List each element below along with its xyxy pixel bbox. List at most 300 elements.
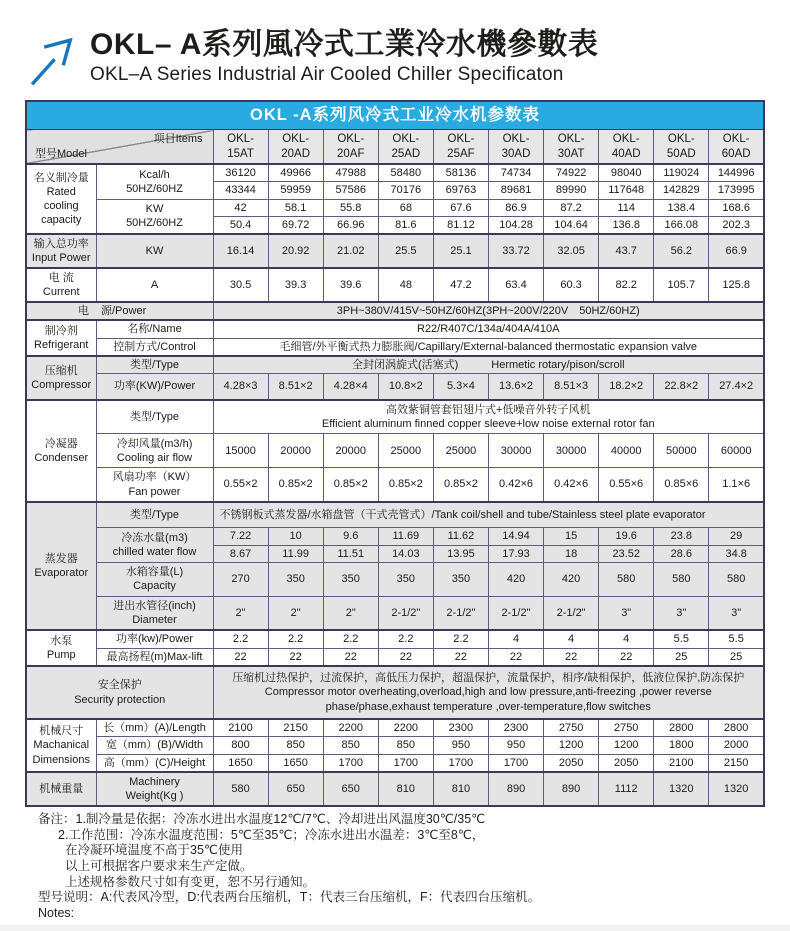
value-cell: 580 — [709, 562, 764, 596]
note-line: 以上可根据客户要求来生产定做。 — [65, 858, 253, 873]
value-cell: 40000 — [599, 434, 654, 468]
value-cell: 2.2 — [268, 630, 323, 648]
value-cell: 47.2 — [433, 268, 488, 302]
group-label: 输入总功率 Input Power — [26, 234, 96, 268]
table-title-row — [26, 101, 764, 130]
value-cell: 82.2 — [599, 268, 654, 302]
value-cell: 87.2 — [544, 199, 599, 216]
spec-row — [26, 234, 764, 268]
value-cell: 43344 — [213, 182, 268, 199]
section-pump — [26, 630, 764, 666]
value-cell: 850 — [378, 737, 433, 754]
item-label: 最高扬程(m)Max-lift — [96, 648, 213, 666]
item-label: 进出水管径(inch) Diameter — [96, 596, 213, 630]
value-cell: 42 — [213, 199, 268, 216]
value-cell: 1650 — [268, 754, 323, 772]
value-cell: 25 — [709, 648, 764, 666]
section-safety — [26, 666, 764, 719]
value-cell: 7.22 — [213, 528, 268, 545]
value-cell: 420 — [488, 562, 543, 596]
value-cell: 8.51×3 — [544, 374, 599, 400]
value-cell: 34.8 — [709, 545, 764, 562]
value-cell: 22 — [323, 648, 378, 666]
item-label: KW — [96, 234, 213, 268]
value-cell: 2100 — [213, 719, 268, 737]
item-label: 类型/Type — [96, 502, 213, 528]
value-cell: 74734 — [488, 164, 543, 182]
item-label: 风扇功率（KW） Fan power — [96, 468, 213, 502]
evaporator-type-value: 不锈钢板式蒸发器/水箱盘管（干式壳管式）/Tank coil/shell and tube/Stainless steel plate evaporator — [213, 502, 764, 528]
spec-table-wrap — [25, 100, 765, 807]
value-cell: 29 — [709, 528, 764, 545]
value-cell: 36120 — [213, 164, 268, 182]
value-cell: 19.6 — [599, 528, 654, 545]
item-label: 冷冻水量(m3) chilled water flow — [96, 528, 213, 563]
value-cell: 144996 — [709, 164, 764, 182]
value-cell: 63.4 — [488, 268, 543, 302]
value-cell: 3" — [599, 596, 654, 630]
value-cell: 55.8 — [323, 199, 378, 216]
section-current — [26, 268, 764, 302]
corner-cell — [26, 130, 213, 165]
value-cell: 104.28 — [488, 216, 543, 234]
value-cell: 58136 — [433, 164, 488, 182]
spec-row — [26, 468, 764, 502]
spec-row — [26, 302, 764, 320]
group-label: 机械尺寸 Machanical Dimensions — [26, 719, 96, 772]
value-cell: 168.6 — [709, 199, 764, 216]
value-cell: 70176 — [378, 182, 433, 199]
item-label: 类型/Type — [96, 356, 213, 374]
value-cell: 81.6 — [378, 216, 433, 234]
value-cell: 43.7 — [599, 234, 654, 268]
value-cell: 18 — [544, 545, 599, 562]
value-cell: 9.6 — [323, 528, 378, 545]
value-cell: 74922 — [544, 164, 599, 182]
spec-row — [26, 400, 764, 434]
value-cell: 69.72 — [268, 216, 323, 234]
value-cell: 47988 — [323, 164, 378, 182]
value-cell: 22 — [268, 648, 323, 666]
value-cell: 81.12 — [433, 216, 488, 234]
value-cell: 2300 — [433, 719, 488, 737]
spec-row — [26, 596, 764, 630]
model-header: OKL- 60AD — [709, 130, 764, 165]
refrigerant-control-value: 毛细管/外平衡式热力膨胀阀/Capillary/External-balanced thermostatic expansion valve — [213, 338, 764, 356]
value-cell: 1.1×6 — [709, 468, 764, 502]
value-cell: 22 — [213, 648, 268, 666]
value-cell: 1700 — [433, 754, 488, 772]
value-cell: 2.2 — [378, 630, 433, 648]
value-cell: 2200 — [378, 719, 433, 737]
value-cell: 2200 — [323, 719, 378, 737]
value-cell: 33.72 — [488, 234, 543, 268]
power-supply-label — [26, 302, 213, 320]
group-label: 制冷剂 Refrigerant — [26, 320, 96, 356]
table-head — [26, 101, 764, 164]
value-cell: 30000 — [488, 434, 543, 468]
group-label: 蒸发器 Evaporator — [26, 502, 96, 631]
section-refrigerant — [26, 320, 764, 356]
spec-row — [26, 528, 764, 545]
condenser-type-value: 高效紫铜管套铝翅片式+低噪音外转子风机 Efficient aluminum finned copper sleeve+low noise external rotor fan — [213, 400, 764, 434]
value-cell: 58.1 — [268, 199, 323, 216]
note-line: 在冷凝环境温度不高于35℃使用 — [65, 843, 243, 858]
value-cell: 39.3 — [268, 268, 323, 302]
spec-row — [26, 648, 764, 666]
value-cell: 1700 — [323, 754, 378, 772]
value-cell: 2" — [213, 596, 268, 630]
value-cell: 0.55×6 — [599, 468, 654, 502]
safety-label: 安全保护 Security protection — [26, 666, 213, 719]
item-label: A — [96, 268, 213, 302]
value-cell: 3" — [654, 596, 709, 630]
value-cell: 48 — [378, 268, 433, 302]
value-cell: 21.02 — [323, 234, 378, 268]
value-cell: 950 — [488, 737, 543, 754]
value-cell: 14.94 — [488, 528, 543, 545]
value-cell: 850 — [268, 737, 323, 754]
value-cell: 58480 — [378, 164, 433, 182]
value-cell: 2100 — [654, 754, 709, 772]
value-cell: 2150 — [709, 754, 764, 772]
model-header: OKL- 20AF — [323, 130, 378, 165]
value-cell: 810 — [433, 772, 488, 806]
spec-row — [26, 338, 764, 356]
value-cell: 650 — [268, 772, 323, 806]
spec-row — [26, 754, 764, 772]
value-cell: 890 — [488, 772, 543, 806]
value-cell: 1320 — [709, 772, 764, 806]
value-cell: 2.2 — [323, 630, 378, 648]
group-label: 压缩机 Compressor — [26, 356, 96, 400]
value-cell: 2-1/2" — [378, 596, 433, 630]
value-cell: 2.2 — [213, 630, 268, 648]
value-cell: 2750 — [544, 719, 599, 737]
item-label: 宽（mm）(B)/Width — [96, 737, 213, 754]
value-cell: 10.8×2 — [378, 374, 433, 400]
value-cell: 39.6 — [323, 268, 378, 302]
page-edge-strip — [0, 925, 790, 931]
value-cell: 22 — [433, 648, 488, 666]
value-cell: 13.6×2 — [488, 374, 543, 400]
value-cell: 49966 — [268, 164, 323, 182]
value-cell: 2150 — [268, 719, 323, 737]
value-cell: 98040 — [599, 164, 654, 182]
value-cell: 4 — [488, 630, 543, 648]
value-cell: 27.4×2 — [709, 374, 764, 400]
group-label: 冷凝器 Condenser — [26, 400, 96, 502]
value-cell: 166.08 — [654, 216, 709, 234]
compressor-type-value: 全封闭涡旋式(活塞式) Hermetic rotary/pison/scroll — [213, 356, 764, 374]
value-cell: 0.85×2 — [268, 468, 323, 502]
value-cell: 30.5 — [213, 268, 268, 302]
item-label: 高（mm）(C)/Height — [96, 754, 213, 772]
group-label: 机械重量 — [26, 772, 96, 806]
value-cell: 580 — [599, 562, 654, 596]
value-cell: 350 — [378, 562, 433, 596]
spec-row — [26, 356, 764, 374]
value-cell: 25.5 — [378, 234, 433, 268]
value-cell: 0.55×2 — [213, 468, 268, 502]
value-cell: 22 — [544, 648, 599, 666]
value-cell: 30000 — [544, 434, 599, 468]
value-cell: 2800 — [709, 719, 764, 737]
value-cell: 59959 — [268, 182, 323, 199]
value-cell: 0.42×6 — [544, 468, 599, 502]
value-cell: 4 — [599, 630, 654, 648]
value-cell: 1320 — [654, 772, 709, 806]
arrow-logo-icon — [26, 32, 78, 90]
group-label: 电 流 Current — [26, 268, 96, 302]
page-subtitle: OKL–A Series Industrial Air Cooled Chiller Specificaton — [90, 63, 564, 85]
section-compressor — [26, 356, 764, 400]
value-cell: 270 — [213, 562, 268, 596]
value-cell: 173995 — [709, 182, 764, 199]
model-header: OKL- 25AF — [433, 130, 488, 165]
spec-row — [26, 268, 764, 302]
value-cell: 2" — [323, 596, 378, 630]
spec-row — [26, 737, 764, 754]
section-input-power — [26, 234, 764, 268]
value-cell: 2050 — [544, 754, 599, 772]
spec-row — [26, 434, 764, 468]
model-header: OKL- 15AT — [213, 130, 268, 165]
value-cell: 57586 — [323, 182, 378, 199]
value-cell: 2-1/2" — [488, 596, 543, 630]
value-cell: 0.85×2 — [378, 468, 433, 502]
value-cell: 117648 — [599, 182, 654, 199]
value-cell: 20000 — [268, 434, 323, 468]
value-cell: 104.64 — [544, 216, 599, 234]
section-rated-capacity — [26, 164, 764, 234]
value-cell: 25000 — [378, 434, 433, 468]
spec-row — [26, 374, 764, 400]
spec-row — [26, 164, 764, 182]
value-cell: 11.99 — [268, 545, 323, 562]
section-condenser — [26, 400, 764, 502]
value-cell: 800 — [213, 737, 268, 754]
item-label: 源/Power — [101, 305, 147, 318]
value-cell: 14.03 — [378, 545, 433, 562]
value-cell: 22 — [378, 648, 433, 666]
section-evaporator — [26, 502, 764, 631]
group-label: 电 — [78, 305, 89, 318]
group-label: 水泵 Pump — [26, 630, 96, 666]
value-cell: 13.95 — [433, 545, 488, 562]
value-cell: 66.96 — [323, 216, 378, 234]
spec-row — [26, 502, 764, 528]
value-cell: 18.2×2 — [599, 374, 654, 400]
model-header-row — [26, 130, 764, 165]
value-cell: 3" — [709, 596, 764, 630]
value-cell: 580 — [654, 562, 709, 596]
item-label: 功率(kw)/Power — [96, 630, 213, 648]
value-cell: 119024 — [654, 164, 709, 182]
value-cell: 1700 — [488, 754, 543, 772]
value-cell: 15 — [544, 528, 599, 545]
value-cell: 23.8 — [654, 528, 709, 545]
title-block — [90, 28, 598, 86]
value-cell: 32.05 — [544, 234, 599, 268]
model-header: OKL- 25AD — [378, 130, 433, 165]
value-cell: 4.28×4 — [323, 374, 378, 400]
page-header — [26, 28, 598, 90]
footnotes — [38, 812, 540, 921]
value-cell: 0.85×2 — [433, 468, 488, 502]
value-cell: 202.3 — [709, 216, 764, 234]
corner-items-label: 项目Items — [153, 133, 203, 145]
value-cell: 89681 — [488, 182, 543, 199]
value-cell: 56.2 — [654, 234, 709, 268]
spec-row — [26, 719, 764, 737]
value-cell: 0.42×6 — [488, 468, 543, 502]
item-label: 类型/Type — [96, 400, 213, 434]
value-cell: 1200 — [599, 737, 654, 754]
spec-row — [26, 199, 764, 216]
value-cell: 16.14 — [213, 234, 268, 268]
value-cell: 105.7 — [654, 268, 709, 302]
value-cell: 8.51×2 — [268, 374, 323, 400]
value-cell: 10 — [268, 528, 323, 545]
value-cell: 8.67 — [213, 545, 268, 562]
item-label: 名称/Name — [96, 320, 213, 338]
value-cell: 810 — [378, 772, 433, 806]
section-dimensions — [26, 719, 764, 772]
section-weight — [26, 772, 764, 806]
value-cell: 0.85×2 — [323, 468, 378, 502]
value-cell: 890 — [544, 772, 599, 806]
value-cell: 2000 — [709, 737, 764, 754]
value-cell: 67.6 — [433, 199, 488, 216]
note-line: Notes: — [38, 905, 75, 920]
value-cell: 4.28×3 — [213, 374, 268, 400]
value-cell: 125.8 — [709, 268, 764, 302]
value-cell: 1650 — [213, 754, 268, 772]
refrigerant-name-value: R22/R407C/134a/404A/410A — [213, 320, 764, 338]
value-cell: 69763 — [433, 182, 488, 199]
value-cell: 350 — [433, 562, 488, 596]
model-header: OKL- 20AD — [268, 130, 323, 165]
item-label: KW 50HZ/60HZ — [96, 199, 213, 234]
item-label: 冷却风量(m3/h) Cooling air flow — [96, 434, 213, 468]
model-header: OKL- 40AD — [599, 130, 654, 165]
value-cell: 650 — [323, 772, 378, 806]
value-cell: 350 — [323, 562, 378, 596]
value-cell: 20000 — [323, 434, 378, 468]
item-label: 控制方式/Control — [96, 338, 213, 356]
spec-table — [25, 100, 765, 807]
value-cell: 28.6 — [654, 545, 709, 562]
note-line: 2.工作范围：冷冻水温度范围：5℃至35℃；冷冻水进出水温差：3℃至8℃， — [58, 827, 485, 842]
value-cell: 86.9 — [488, 199, 543, 216]
spec-row — [26, 772, 764, 806]
value-cell: 66.9 — [709, 234, 764, 268]
value-cell: 1800 — [654, 737, 709, 754]
note-line: 备注：1.制冷量是依据：冷冻水进出水温度12℃/7℃、冷却进出风温度30℃/35℃ — [38, 812, 486, 826]
value-cell: 5.5 — [654, 630, 709, 648]
value-cell: 136.8 — [599, 216, 654, 234]
value-cell: 89990 — [544, 182, 599, 199]
value-cell: 0.85×6 — [654, 468, 709, 502]
value-cell: 11.69 — [378, 528, 433, 545]
group-label: 名义制冷量 Rated cooling capacity — [26, 164, 96, 234]
value-cell: 68 — [378, 199, 433, 216]
value-cell: 2.2 — [433, 630, 488, 648]
value-cell: 50.4 — [213, 216, 268, 234]
value-cell: 25 — [654, 648, 709, 666]
spec-row — [26, 320, 764, 338]
item-label: 水箱容量(L) Capacity — [96, 562, 213, 596]
value-cell: 60.3 — [544, 268, 599, 302]
value-cell: 138.4 — [654, 199, 709, 216]
spec-row — [26, 562, 764, 596]
value-cell: 420 — [544, 562, 599, 596]
value-cell: 580 — [213, 772, 268, 806]
item-label: Machinery Weight(Kg ) — [96, 772, 213, 806]
value-cell: 2750 — [599, 719, 654, 737]
value-cell: 11.62 — [433, 528, 488, 545]
model-header: OKL- 30AD — [488, 130, 543, 165]
item-label: Kcal/h 50HZ/60HZ — [96, 164, 213, 199]
value-cell: 11.51 — [323, 545, 378, 562]
value-cell: 17.93 — [488, 545, 543, 562]
safety-value: 压缩机过热保护，过流保护，高低压力保护，超温保护，流量保护，相序/缺相保护，低液位保护,防冻保护 Compressor motor overheating,overload,high and low pressure,anti-freezing ,power reverse phase/phase,exhaust temperature ,over-temperature,flow switches — [213, 666, 764, 719]
spec-row — [26, 630, 764, 648]
value-cell: 60000 — [709, 434, 764, 468]
value-cell: 2-1/2" — [544, 596, 599, 630]
section-power-supply — [26, 302, 764, 320]
value-cell: 25.1 — [433, 234, 488, 268]
power-supply-value: 3PH~380V/415V~50HZ/60HZ(3PH~200V/220V 50HZ/60HZ) — [213, 302, 764, 320]
corner-model-label: 型号Model — [35, 147, 87, 160]
value-cell: 22 — [599, 648, 654, 666]
value-cell: 15000 — [213, 434, 268, 468]
value-cell: 50000 — [654, 434, 709, 468]
value-cell: 5.5 — [709, 630, 764, 648]
value-cell: 2300 — [488, 719, 543, 737]
value-cell: 850 — [323, 737, 378, 754]
value-cell: 114 — [599, 199, 654, 216]
value-cell: 350 — [268, 562, 323, 596]
value-cell: 2050 — [599, 754, 654, 772]
value-cell: 22.8×2 — [654, 374, 709, 400]
spec-row — [26, 666, 764, 719]
value-cell: 2-1/2" — [433, 596, 488, 630]
value-cell: 20.92 — [268, 234, 323, 268]
value-cell: 4 — [544, 630, 599, 648]
value-cell: 1112 — [599, 772, 654, 806]
value-cell: 25000 — [433, 434, 488, 468]
item-label: 长（mm）(A)/Length — [96, 719, 213, 737]
value-cell: 2" — [268, 596, 323, 630]
item-label: 功率(KW)/Power — [96, 374, 213, 400]
value-cell: 22 — [488, 648, 543, 666]
value-cell: 23.52 — [599, 545, 654, 562]
value-cell: 5.3×4 — [433, 374, 488, 400]
model-header: OKL- 50AD — [654, 130, 709, 165]
value-cell: 2800 — [654, 719, 709, 737]
table-title: OKL -A系列风冷式工业冷水机参数表 — [26, 101, 764, 130]
value-cell: 1200 — [544, 737, 599, 754]
value-cell: 950 — [433, 737, 488, 754]
note-line: 型号说明：A:代表风冷型，D:代表两台压缩机，T：代表三台压缩机，F：代表四台压缩机。 — [38, 890, 541, 905]
model-header: OKL- 30AT — [544, 130, 599, 165]
note-line: 上述规格参数尺寸如有变更，恕不另行通知。 — [65, 874, 316, 889]
page-title: OKL– A系列風冷式工業冷水機參數表 — [90, 28, 599, 61]
value-cell: 1700 — [378, 754, 433, 772]
value-cell: 142829 — [654, 182, 709, 199]
